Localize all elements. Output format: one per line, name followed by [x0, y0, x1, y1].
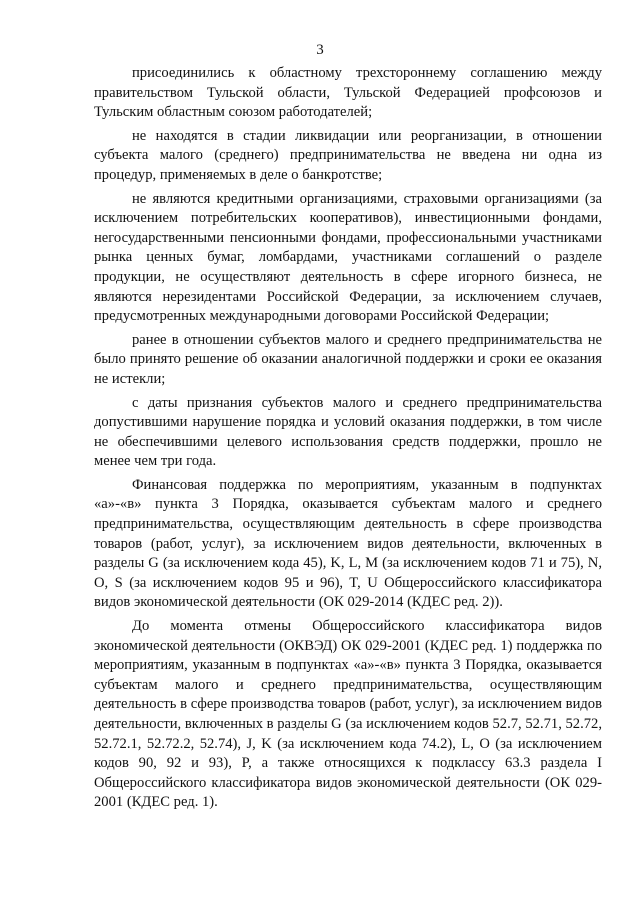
paragraph: не являются кредитными организациями, страховыми организациями (за исключением потребительских кооперативов), инвестиционными фондами, негосударственными пенсионными фондами, профессиональными участниками рынка ценных бумаг, ломбардами, участниками соглашений о разделе продукции, не осуществляют деятельность в сфере игорного бизнеса, не являются нерезидентами Российской Федерации, за исключением случаев, предусмотренных международными договорами Российской Федерации;: [94, 190, 602, 325]
document-body: [94, 64, 602, 817]
paragraph: Финансовая поддержка по мероприятиям, указанным в подпунктах «а»-«в» пункта 3 Порядка, оказывается субъектам малого и среднего предпринимательства, осуществляющим деятельность в сфере производства товаров (работ, услуг), за исключением видов деятельности, включенных в разделы G (за исключением кода 45), K, L, M (за исключением кодов 71 и 75), N, O, S (за исключением кодов 95 и 96), T, U Общероссийского классификатора видов экономической деятельности (ОК 029-2014 (КДЕС ред. 2)).: [94, 476, 602, 611]
page-number: 3: [316, 42, 324, 58]
paragraph: До момента отмены Общероссийского классификатора видов экономической деятельности (ОКВЭД) ОК 029-2001 (КДЕС ред. 1) поддержка по мероприятиям, указанным в подпунктах «а»-«в» пункта 3 Порядка, оказывается субъектам малого и среднего предпринимательства, осуществляющим деятельность в сфере производства товаров (работ, услуг), за исключением видов деятельности, включенных в разделы G (за исключением кодов 52.7, 52.71, 52.72, 52.72.1, 52.72.2, 52.74), J, K (за исключением кода 74.2), L, O (за исключением кодов 90, 92 и 93), P, а также относящихся к подклассу 63.3 раздела I Общероссийского классификатора видов экономической деятельности (ОК 029-2001 (КДЕС ред. 1).: [94, 618, 602, 811]
paragraph: не находятся в стадии ликвидации или реорганизации, в отношении субъекта малого (среднего) предпринимательства не введена ни одна из процедур, применяемых в деле о банкротстве;: [94, 127, 602, 183]
paragraph: присоединились к областному трехстороннему соглашению между правительством Тульской области, Тульской Федерацией профсоюзов и Тульским областным союзом работодателей;: [94, 65, 602, 121]
paragraph: ранее в отношении субъектов малого и среднего предпринимательства не было принято решение об оказании аналогичной поддержки и сроки ее оказания не истекли;: [94, 331, 602, 387]
paragraph: с даты признания субъектов малого и среднего предпринимательства допустившими нарушение порядка и условий оказания поддержки, в том числе не обеспечившими целевого использования средств поддержки, прошло не менее чем три года.: [94, 394, 602, 470]
